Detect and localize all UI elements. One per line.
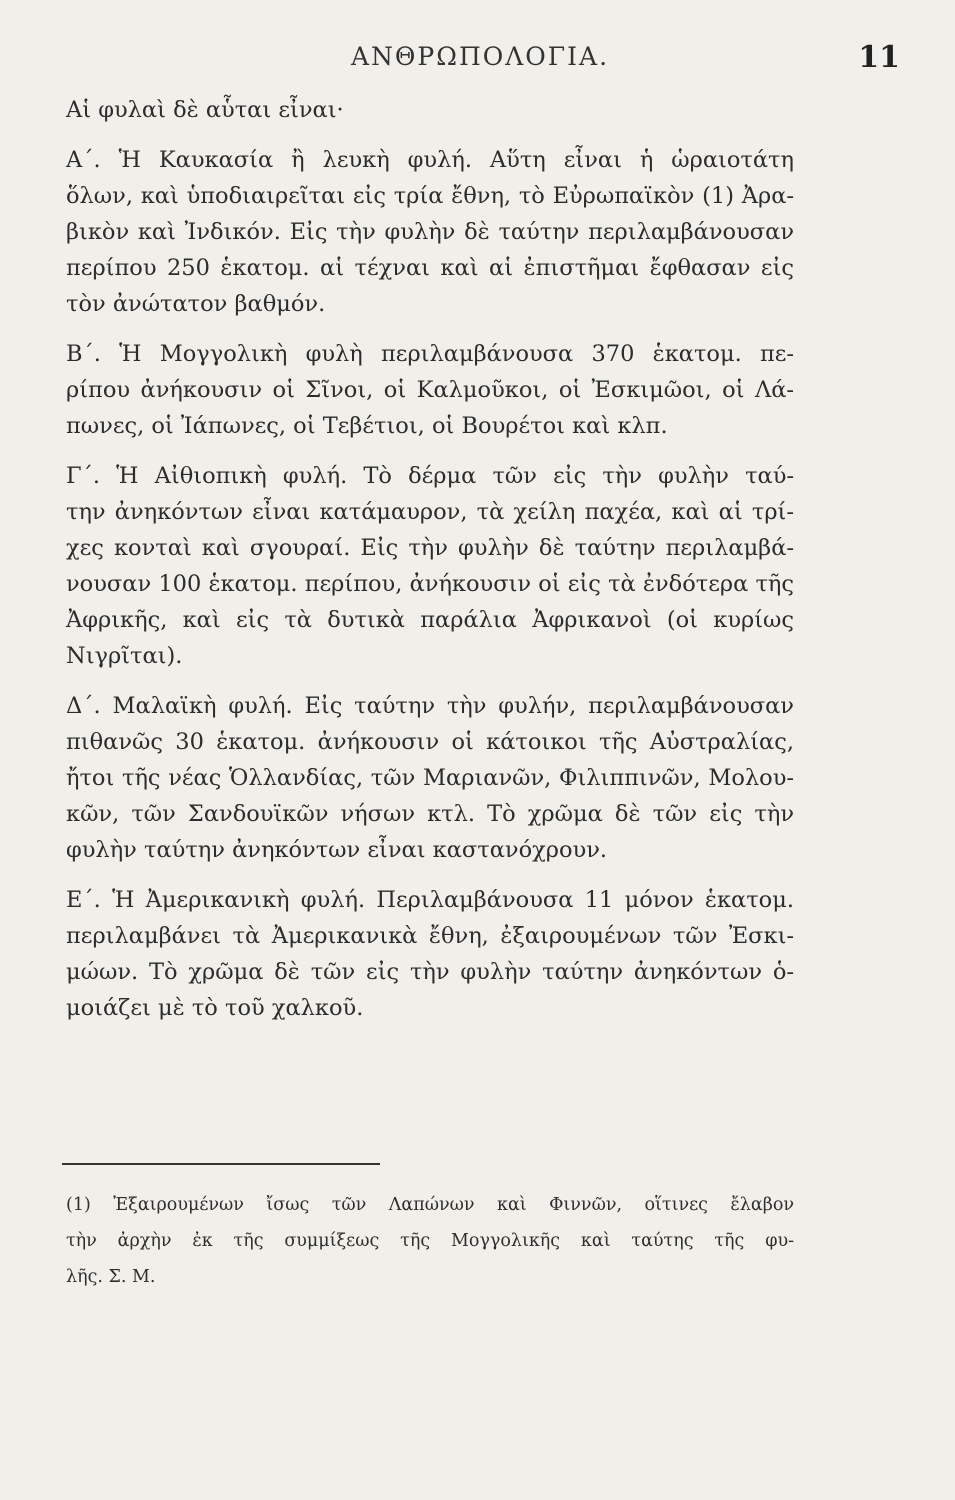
text-line: περίπου 250 ἑκατομ. αἱ τέχναι καὶ αἱ ἐπιστῆμαι ἔφθασαν εἰς: [66, 255, 794, 281]
text-line: Ε΄. Ἡ Ἀμερικανικὴ φυλή. Περιλαμβάνουσα 11 μόνον ἑκατομ.: [66, 887, 794, 913]
footnote-line: λῆς. Σ. Μ.: [66, 1267, 156, 1287]
text-line: πιθανῶς 30 ἑκατομ. ἀνήκουσιν οἱ κάτοικοι τῆς Αὐστραλίας,: [66, 729, 794, 755]
text-line: βικὸν καὶ Ἰνδικόν. Εἰς τὴν φυλὴν δὲ ταύτην περιλαμβάνουσαν: [66, 219, 794, 245]
running-title: ΑΝΘΡΩΠΟΛΟΓΙΑ.: [350, 42, 610, 71]
text-line: Α΄. Ἡ Καυκασία ἢ λευκὴ φυλή. Αὕτη εἶναι ἡ ὡραιοτάτη: [66, 147, 794, 173]
intro-line: Αἱ φυλαὶ δὲ αὗται εἶναι·: [66, 97, 344, 123]
text-line: Δ΄. Μαλαϊκὴ φυλή. Εἰς ταύτην τὴν φυλήν, περιλαμβάνουσαν: [66, 693, 794, 719]
text-line: κῶν, τῶν Σανδουϊκῶν νήσων κτλ. Τὸ χρῶμα δὲ τῶν εἰς τὴν: [66, 801, 794, 827]
text-line: τὸν ἀνώτατον βαθμόν.: [66, 291, 326, 317]
footnote: [66, 1190, 794, 1298]
footnote-line: (1) Ἐξαιρουμένων ἴσως τῶν Λαπώνων καὶ Φιννῶν, οἵτινες ἔλαβον: [66, 1195, 794, 1215]
paragraph-ethiopian: [66, 458, 794, 674]
paragraph-malay: [66, 688, 794, 868]
text-line: Ἀφρικῆς, καὶ εἰς τὰ δυτικὰ παράλια Ἀφρικανοὶ (οἱ κυρίως: [66, 607, 794, 633]
footnote-divider: [62, 1163, 380, 1165]
text-line: χες κονταὶ καὶ σγουραί. Εἰς τὴν φυλὴν δὲ ταύτην περιλαμβά-: [66, 535, 794, 561]
text-line: ρίπου ἀνήκουσιν οἱ Σῖνοι, οἱ Καλμοῦκοι, οἱ Ἐσκιμῶοι, οἱ Λά-: [66, 377, 794, 403]
text-line: Γ΄. Ἡ Αἰθιοπικὴ φυλή. Τὸ δέρμα τῶν εἰς τὴν φυλὴν ταύ-: [66, 463, 794, 489]
text-line: νουσαν 100 ἑκατομ. περίπου, ἀνήκουσιν οἱ εἰς τὰ ἐνδότερα τῆς: [66, 571, 794, 597]
text-line: ἤτοι τῆς νέας Ὁλλανδίας, τῶν Μαριανῶν, Φιλιππινῶν, Μολου-: [66, 765, 794, 791]
page-number: 11: [858, 40, 900, 75]
text-line: την ἀνηκόντων εἶναι κατάμαυρον, τὰ χείλη παχέα, καὶ αἱ τρί-: [66, 499, 794, 525]
text-line: περιλαμβάνει τὰ Ἀμερικανικὰ ἔθνη, ἐξαιρουμένων τῶν Ἐσκι-: [66, 923, 794, 949]
paragraph-mongolian: [66, 336, 794, 444]
text-line: Νιγρῖται).: [66, 643, 183, 669]
paragraph-caucasian: [66, 142, 794, 322]
paragraph-american: [66, 882, 794, 1026]
text-line: ὅλων, καὶ ὑποδιαιρεῖται εἰς τρία ἔθνη, τὸ Εὐρωπαϊκὸν (1) Ἀρα-: [66, 183, 794, 209]
body-text: [66, 92, 794, 1026]
page-header: [60, 42, 900, 82]
footnote-line: τὴν ἀρχὴν ἐκ τῆς συμμίξεως τῆς Μογγολικῆς καὶ ταύτης τῆς φυ-: [66, 1231, 794, 1251]
text-line: Β΄. Ἡ Μογγολικὴ φυλὴ περιλαμβάνουσα 370 ἑκατομ. πε-: [66, 341, 794, 367]
text-line: μώων. Τὸ χρῶμα δὲ τῶν εἰς τὴν φυλὴν ταύτην ἀνηκόντων ὁ-: [66, 959, 794, 985]
text-line: πωνες, οἱ Ἰάπωνες, οἱ Τεβέτιοι, οἱ Βουρέτοι καὶ κλπ.: [66, 413, 668, 439]
text-line: φυλὴν ταύτην ἀνηκόντων εἶναι καστανόχρουν.: [66, 837, 608, 863]
text-line: μοιάζει μὲ τὸ τοῦ χαλκοῦ.: [66, 995, 364, 1021]
